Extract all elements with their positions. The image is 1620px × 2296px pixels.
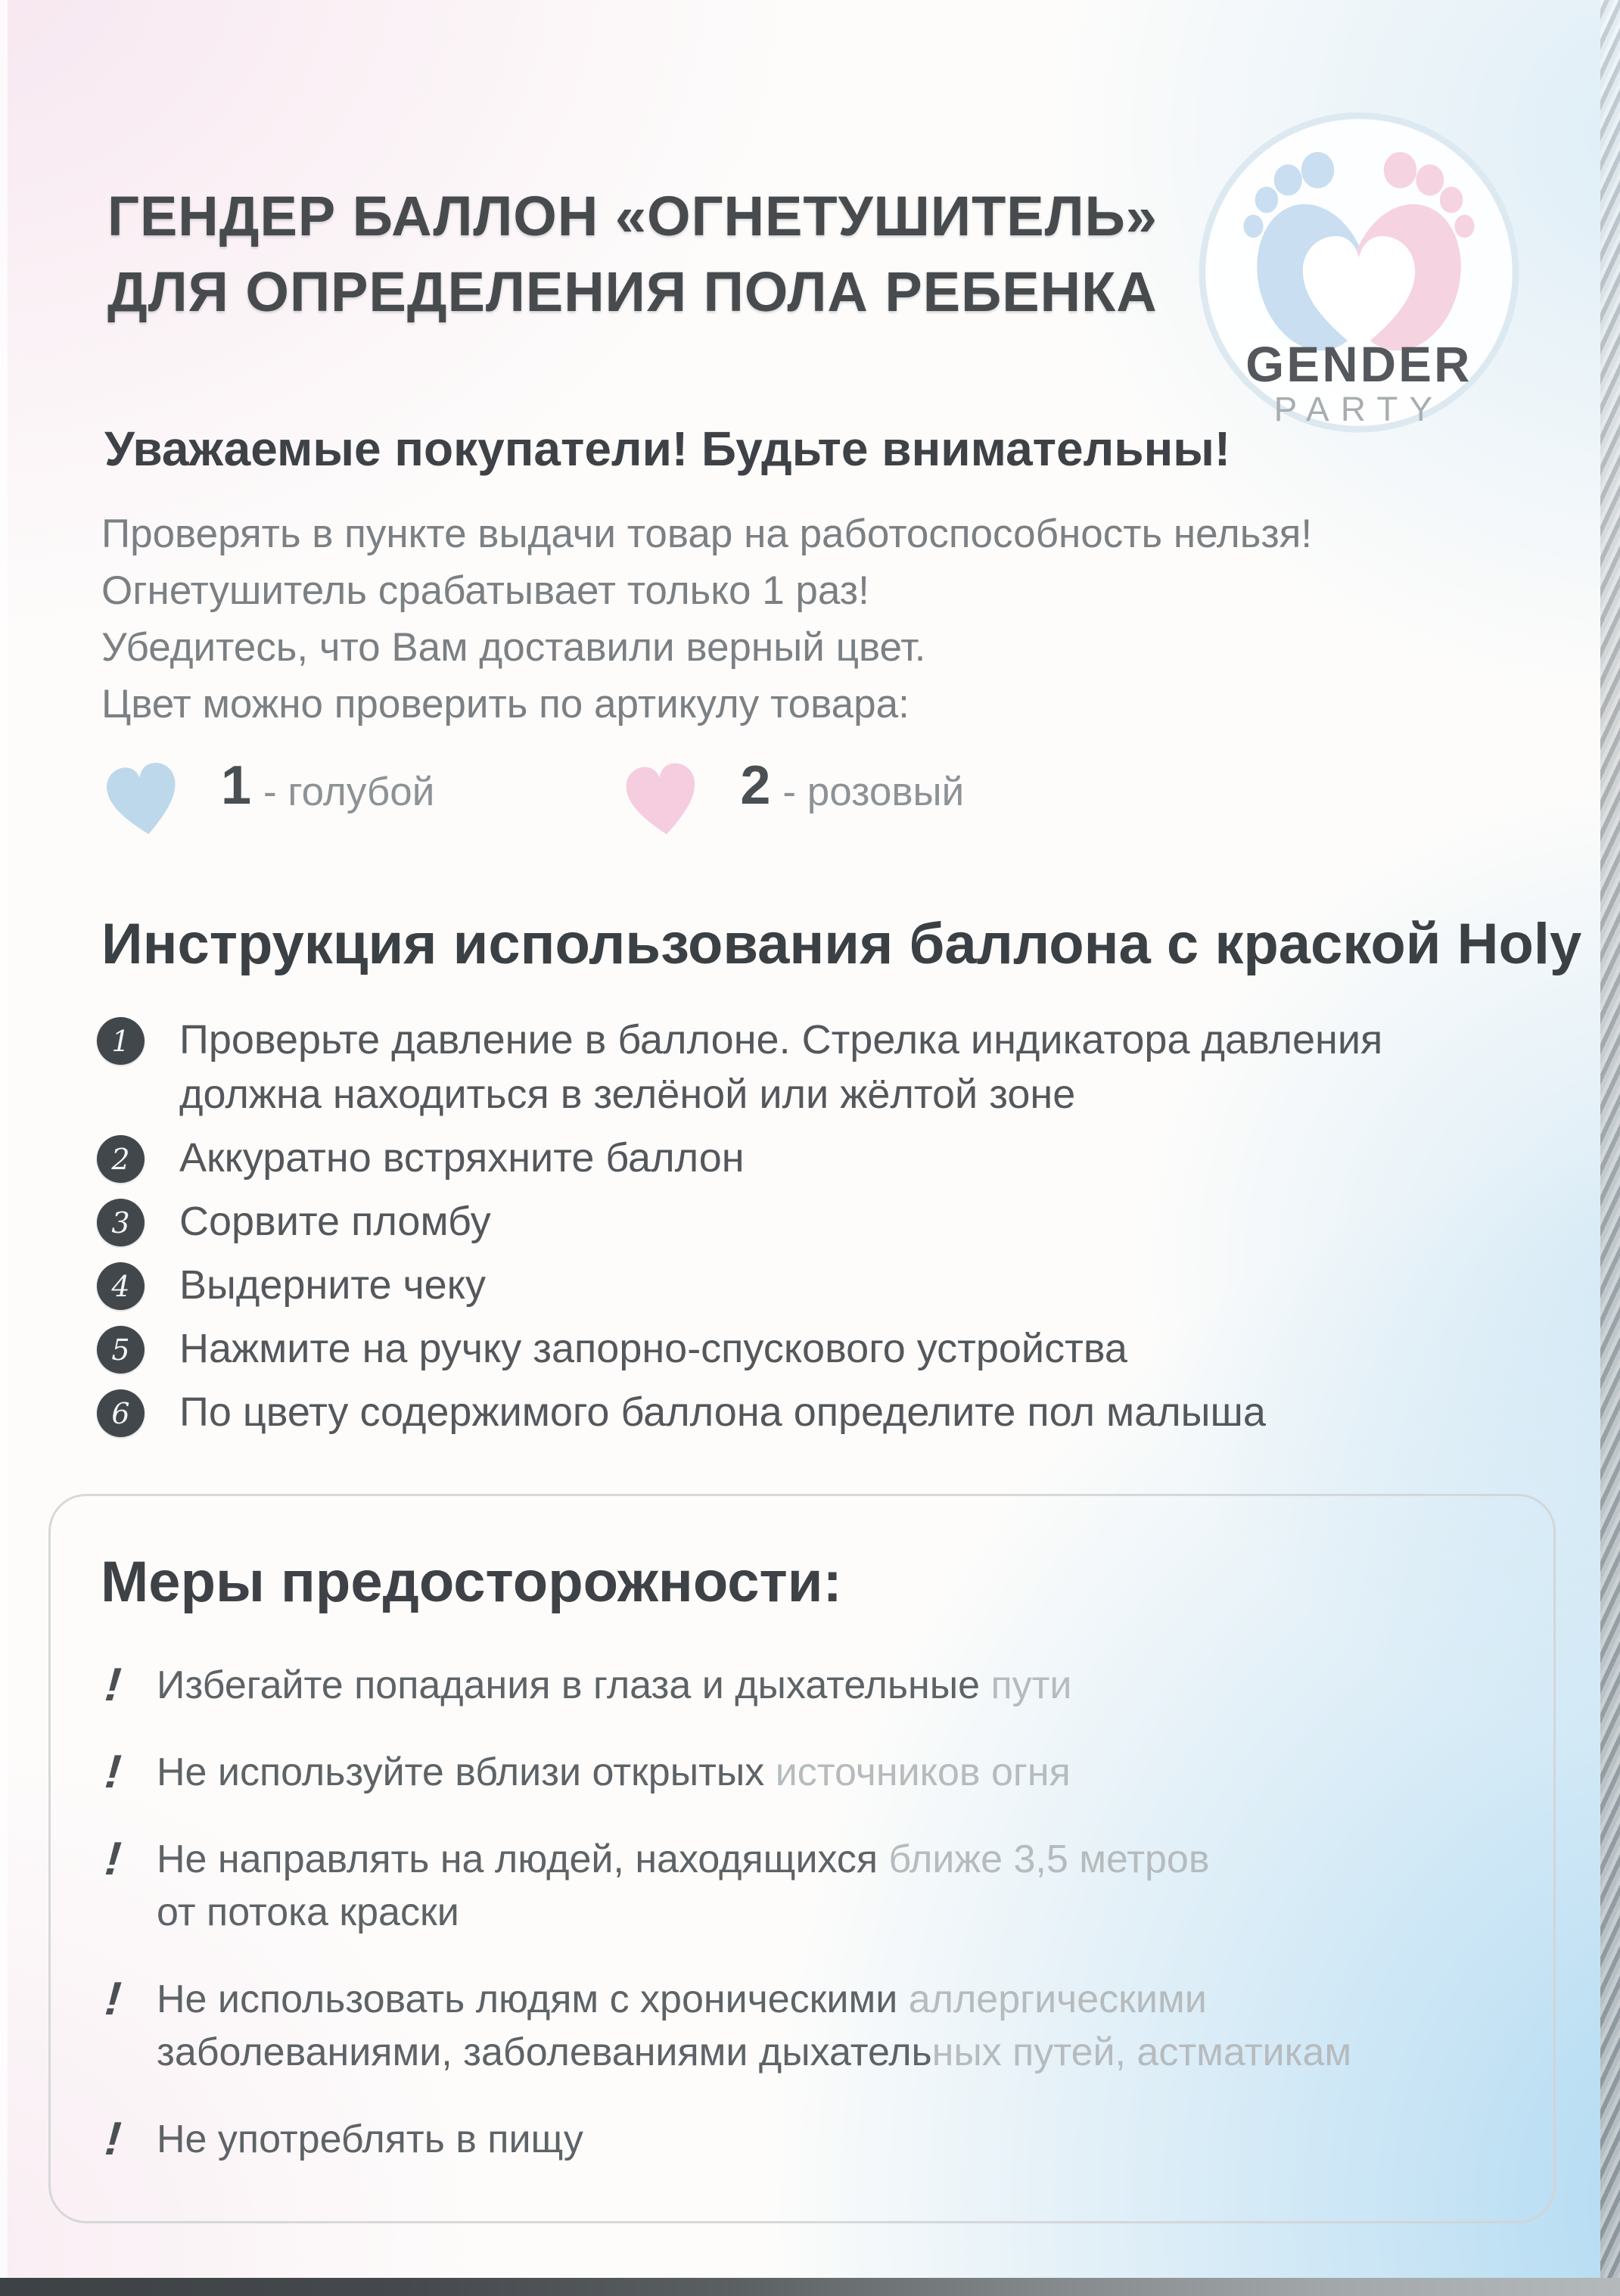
blue-heart-icon — [84, 743, 202, 854]
color-key — [91, 751, 964, 846]
color-key-label: - голубой — [263, 770, 435, 814]
exclamation-icon: ! — [103, 1746, 123, 1798]
intro-paragraph — [101, 506, 1312, 733]
precautions-box-inner — [51, 1496, 1553, 2166]
instruction-text: Сорвите пломбу — [179, 1199, 491, 1244]
precaution-text: Не использовать людям с хроническими аллергическими заболеваниями, заболеваниями дыхательных путей, астматикам — [157, 1977, 1352, 2074]
precaution-text: Не используйте вблизи открытых источников огня — [157, 1750, 1071, 1794]
color-key-label: - розовый — [782, 770, 965, 814]
step-number-badge: 5 — [97, 1326, 145, 1374]
instruction-item — [97, 1258, 1557, 1312]
precautions-heading: Меры предосторожности: — [101, 1550, 842, 1614]
precaution-item — [99, 1833, 1508, 1939]
color-key-number: 2 — [740, 755, 771, 816]
intro-line: Убедитесь, что Вам доставили верный цвет. — [101, 625, 926, 670]
precaution-text: Не употреблять в пищу — [157, 2117, 583, 2161]
instruction-item — [97, 1194, 1557, 1249]
exclamation-icon: ! — [103, 1659, 123, 1711]
page-title-line1: ГЕНДЕР БАЛЛОН «ОГНЕТУШИТЕЛЬ» — [107, 185, 1158, 247]
instructions-heading: Инструкция использования баллона с краской Holy — [101, 912, 1582, 976]
instruction-text: Проверьте давление в баллоне. Стрелка индикатора давления должна находиться в зелёной или жёлтой зоне — [179, 1017, 1383, 1117]
instruction-text: Аккуратно встряхните баллон — [179, 1135, 745, 1181]
gender-party-logo-graphic — [1194, 107, 1524, 437]
instruction-item — [97, 1013, 1557, 1122]
table-edge — [0, 2278, 1620, 2296]
instruction-item — [97, 1385, 1557, 1439]
intro-line: Проверять в пункте выдачи товар на работоспособность нельзя! — [101, 512, 1313, 556]
paper-left-edge — [0, 0, 8, 2296]
step-number-badge: 1 — [97, 1017, 145, 1065]
page-title-line2: ДЛЯ ОПРЕДЕЛЕНИЯ ПОЛА РЕБЕНКА — [107, 260, 1158, 323]
instruction-text: По цвету содержимого баллона определите пол малыша — [179, 1389, 1266, 1435]
color-key-item-pink — [610, 751, 964, 846]
pink-heart-icon — [605, 745, 720, 852]
step-number-badge: 6 — [97, 1389, 145, 1437]
greeting-heading: Уважаемые покупатели! Будьте внимательны! — [104, 422, 1231, 476]
instruction-list — [97, 1013, 1557, 1448]
exclamation-icon: ! — [103, 1973, 123, 2025]
exclamation-icon: ! — [103, 1833, 123, 1885]
precaution-item — [99, 1973, 1508, 2079]
precaution-text: Не направлять на людей, находящихся ближе 3,5 метров от потока краски — [157, 1837, 1210, 1934]
exclamation-icon: ! — [103, 2113, 123, 2165]
precaution-item — [99, 2113, 1508, 2166]
logo-brand-bottom: PARTY — [1273, 390, 1444, 429]
color-key-number: 1 — [221, 755, 252, 816]
precaution-item — [99, 1746, 1508, 1799]
step-number-badge: 3 — [97, 1199, 145, 1246]
precaution-text: Избегайте попадания в глаза и дыхательные пути — [157, 1663, 1072, 1707]
logo-brand-top: GENDER — [1245, 336, 1472, 392]
precautions-box — [48, 1494, 1556, 2223]
instruction-text: Выдерните чеку — [179, 1262, 486, 1308]
paper-right-edge — [1600, 0, 1620, 2296]
precautions-list — [99, 1659, 1508, 2166]
intro-line: Огнетушитель срабатывает только 1 раз! — [101, 568, 869, 613]
step-number-badge: 2 — [97, 1135, 145, 1183]
step-number-badge: 4 — [97, 1262, 145, 1310]
page-title — [107, 179, 1158, 330]
color-key-item-blue — [91, 751, 434, 846]
precaution-item — [99, 1659, 1508, 1712]
gender-party-logo — [1194, 107, 1524, 437]
instruction-item — [97, 1131, 1557, 1185]
instruction-item — [97, 1321, 1557, 1376]
intro-line: Цвет можно проверить по артикулу товара: — [101, 682, 910, 726]
instruction-text: Нажмите на ручку запорно-спускового устройства — [179, 1326, 1127, 1371]
